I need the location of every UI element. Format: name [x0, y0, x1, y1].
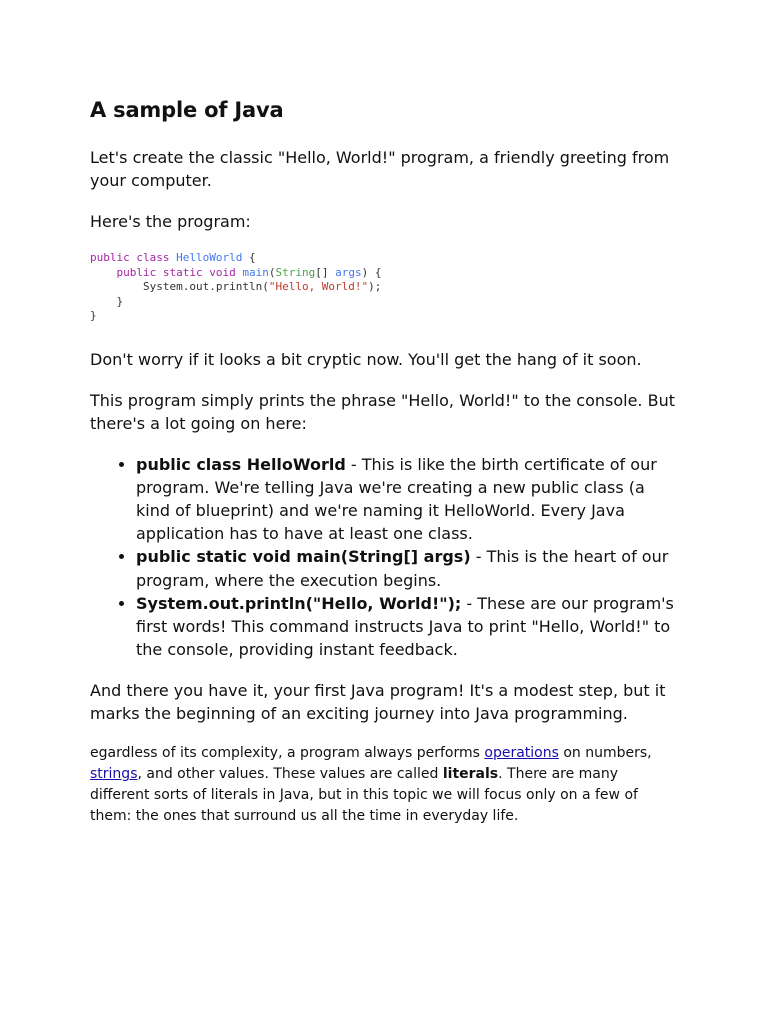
page-title: A sample of Java [90, 98, 284, 122]
code-indent [90, 266, 117, 279]
operations-link[interactable]: operations [484, 745, 559, 762]
code-block [90, 251, 678, 324]
document-page [90, 94, 678, 827]
code-method-name: main [242, 265, 269, 279]
note-text: . There are many different sorts of literals in Java, but in this topic we will focus only on a few of them: the ones that surround us all the time in everyday life. [90, 766, 638, 825]
list-item-desc: - This is the heart of our program, where the execution begins. [136, 547, 669, 590]
note-text: , and other values. These values are called [137, 766, 443, 783]
code-line-2 [90, 266, 382, 279]
code-argument: args [335, 265, 362, 279]
reassure-paragraph: Don't worry if it looks a bit cryptic now. You'll get the hang of it soon. [90, 349, 642, 369]
code-line-4: } [90, 294, 124, 308]
code-keyword: static [162, 265, 203, 279]
list-item [136, 592, 678, 662]
explain-paragraph: This program simply prints the phrase "Hello, World!" to the console. But there's a lot going on here: [90, 390, 675, 433]
list-item-term: public class HelloWorld [136, 454, 346, 474]
code-type: String [275, 265, 316, 279]
code-class-name: HelloWorld [176, 251, 243, 264]
list-item [136, 545, 678, 591]
literals-term: literals [442, 766, 499, 783]
code-line-3 [90, 280, 381, 293]
note-text: on numbers, [558, 745, 652, 762]
code-line-5: } [90, 309, 97, 322]
code-punct: ( [268, 265, 276, 279]
code-string: "Hello, World!" [268, 280, 369, 293]
code-punct: [] [315, 265, 336, 279]
strings-link[interactable]: strings [90, 766, 138, 783]
code-keyword: class [136, 251, 170, 264]
code-keyword: void [209, 265, 236, 279]
code-keyword: public [90, 251, 130, 264]
code-punct: ) { [361, 265, 382, 279]
explanation-list [90, 453, 678, 662]
list-item-term: public static void main(String[] args) [136, 547, 471, 567]
list-item [136, 453, 678, 546]
code-line-1 [90, 251, 256, 264]
list-item-desc: - This is like the birth certificate of our program. We're telling Java we're creating a new public class (a kind of blueprint) and we're naming it HelloWorld. Every Java application has to have at least one class. [136, 454, 657, 544]
code-keyword: public [116, 265, 157, 279]
conclusion-paragraph: And there you have it, your first Java program! It's a modest step, but it marks the beginning of an exciting journey into Java programming. [90, 681, 666, 724]
code-indent [90, 280, 143, 293]
literals-note-paragraph [90, 743, 678, 827]
note-text: egardless of its complexity, a program always performs [90, 745, 485, 762]
program-lead-paragraph: Here's the program: [90, 212, 251, 231]
intro-paragraph: Let's create the classic "Hello, World!" program, a friendly greeting from your computer. [90, 148, 670, 190]
code-punct: ); [368, 280, 382, 293]
list-item-term: System.out.println("Hello, World!"); [136, 593, 462, 613]
code-call: System.out.println( [142, 280, 269, 293]
list-item-desc: - These are our program's first words! This command instructs Java to print "Hello, World!" to the console, providing instant feedback. [136, 593, 674, 660]
code-punct: { [242, 251, 256, 264]
